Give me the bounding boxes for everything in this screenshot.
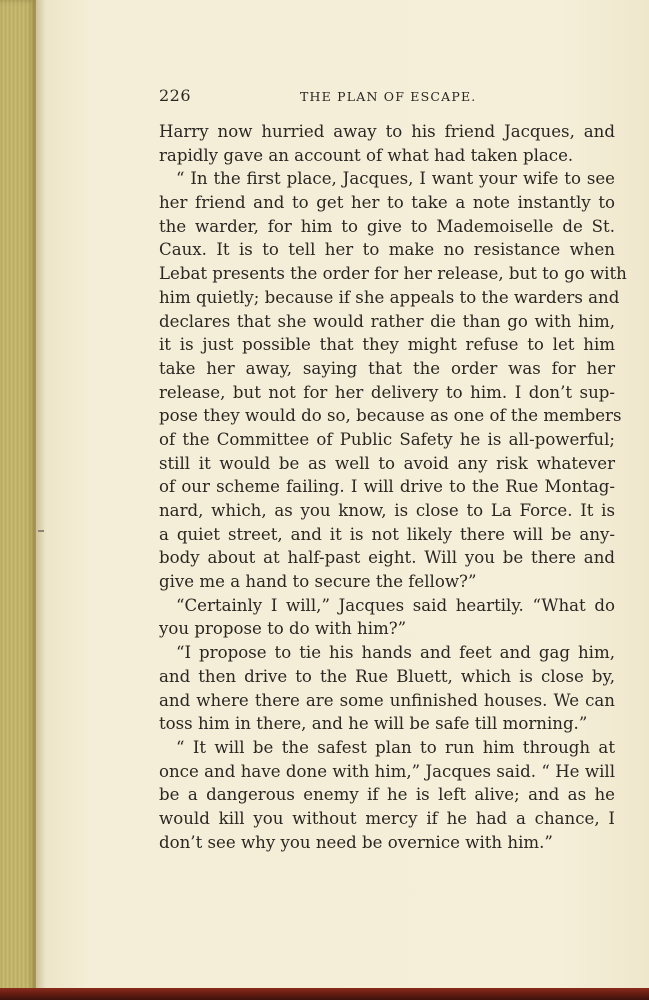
text-line: “I propose to tie his hands and feet and gag him, (176, 643, 615, 663)
page-number: 226 (159, 86, 192, 105)
text-line: pose they would do so, because as one of the members (159, 406, 622, 426)
text-line: “Certainly I will,” Jacques said heartily. “What do (176, 595, 615, 615)
text-line: Lebat presents the order for her release, but to go with (159, 264, 627, 284)
text-line: toss him in there, and he will be safe till morning.” (159, 714, 588, 734)
text-line: “ It will be the safest plan to run him through at (176, 737, 615, 757)
text-line: would kill you without mercy if he had a chance, I (159, 808, 615, 828)
text-line: Harry now hurried away to his friend Jacques, and (159, 122, 615, 141)
text-line: a quiet street, and it is not likely there will be any- (159, 524, 615, 544)
text-line: don’t see why you need be overnice with him.” (159, 832, 553, 852)
text-line: give me a hand to secure the fellow?” (159, 572, 477, 592)
text-line: and where there are some unfinished houses. We can (159, 690, 615, 710)
text-line: declares that she would rather die than go with him, (159, 311, 615, 331)
text-line: be a dangerous enemy if he is left alive; and as he (159, 785, 615, 805)
text-line: him quietly; because if she appeals to the warders and (159, 287, 620, 307)
text-line: nard, which, as you know, is close to La Force. It is (159, 501, 615, 520)
text-line: it is just possible that they might refuse to let him (159, 335, 615, 355)
text-line: Caux. It is to tell her to make no resistance when (159, 240, 615, 260)
text-line: her friend and to get her to take a note instantly to (159, 193, 615, 213)
text-line: release, but not for her delivery to him. I don’t sup- (159, 382, 615, 402)
body-text (159, 120, 627, 854)
text-line: the warder, for him to give to Mademoiselle de St. (159, 216, 615, 236)
margin-mark (38, 530, 44, 532)
text-line: of our scheme failing. I will drive to the Rue Montag- (159, 477, 615, 497)
text-line: once and have done with him,” Jacques said. “ He will (159, 761, 615, 781)
text-line: “ In the first place, Jacques, I want your wife to see (176, 169, 615, 189)
book-bottom-edge (0, 988, 649, 1000)
text-line: and then drive to the Rue Bluett, which is close by, (159, 666, 615, 686)
page-header (159, 86, 615, 108)
running-head: THE PLAN OF ESCAPE. (300, 89, 477, 104)
book-gutter (0, 0, 36, 1000)
text-line: body about at half-past eight. Will you be there and (159, 548, 615, 568)
text-line: rapidly gave an account of what had taken place. (159, 145, 574, 165)
text-line: still it would be as well to avoid any risk whatever (159, 453, 615, 473)
text-line: you propose to do with him?” (159, 619, 407, 639)
text-line: take her away, saying that the order was for her (159, 358, 615, 378)
text-line: of the Committee of Public Safety he is all-powerful; (159, 429, 615, 449)
